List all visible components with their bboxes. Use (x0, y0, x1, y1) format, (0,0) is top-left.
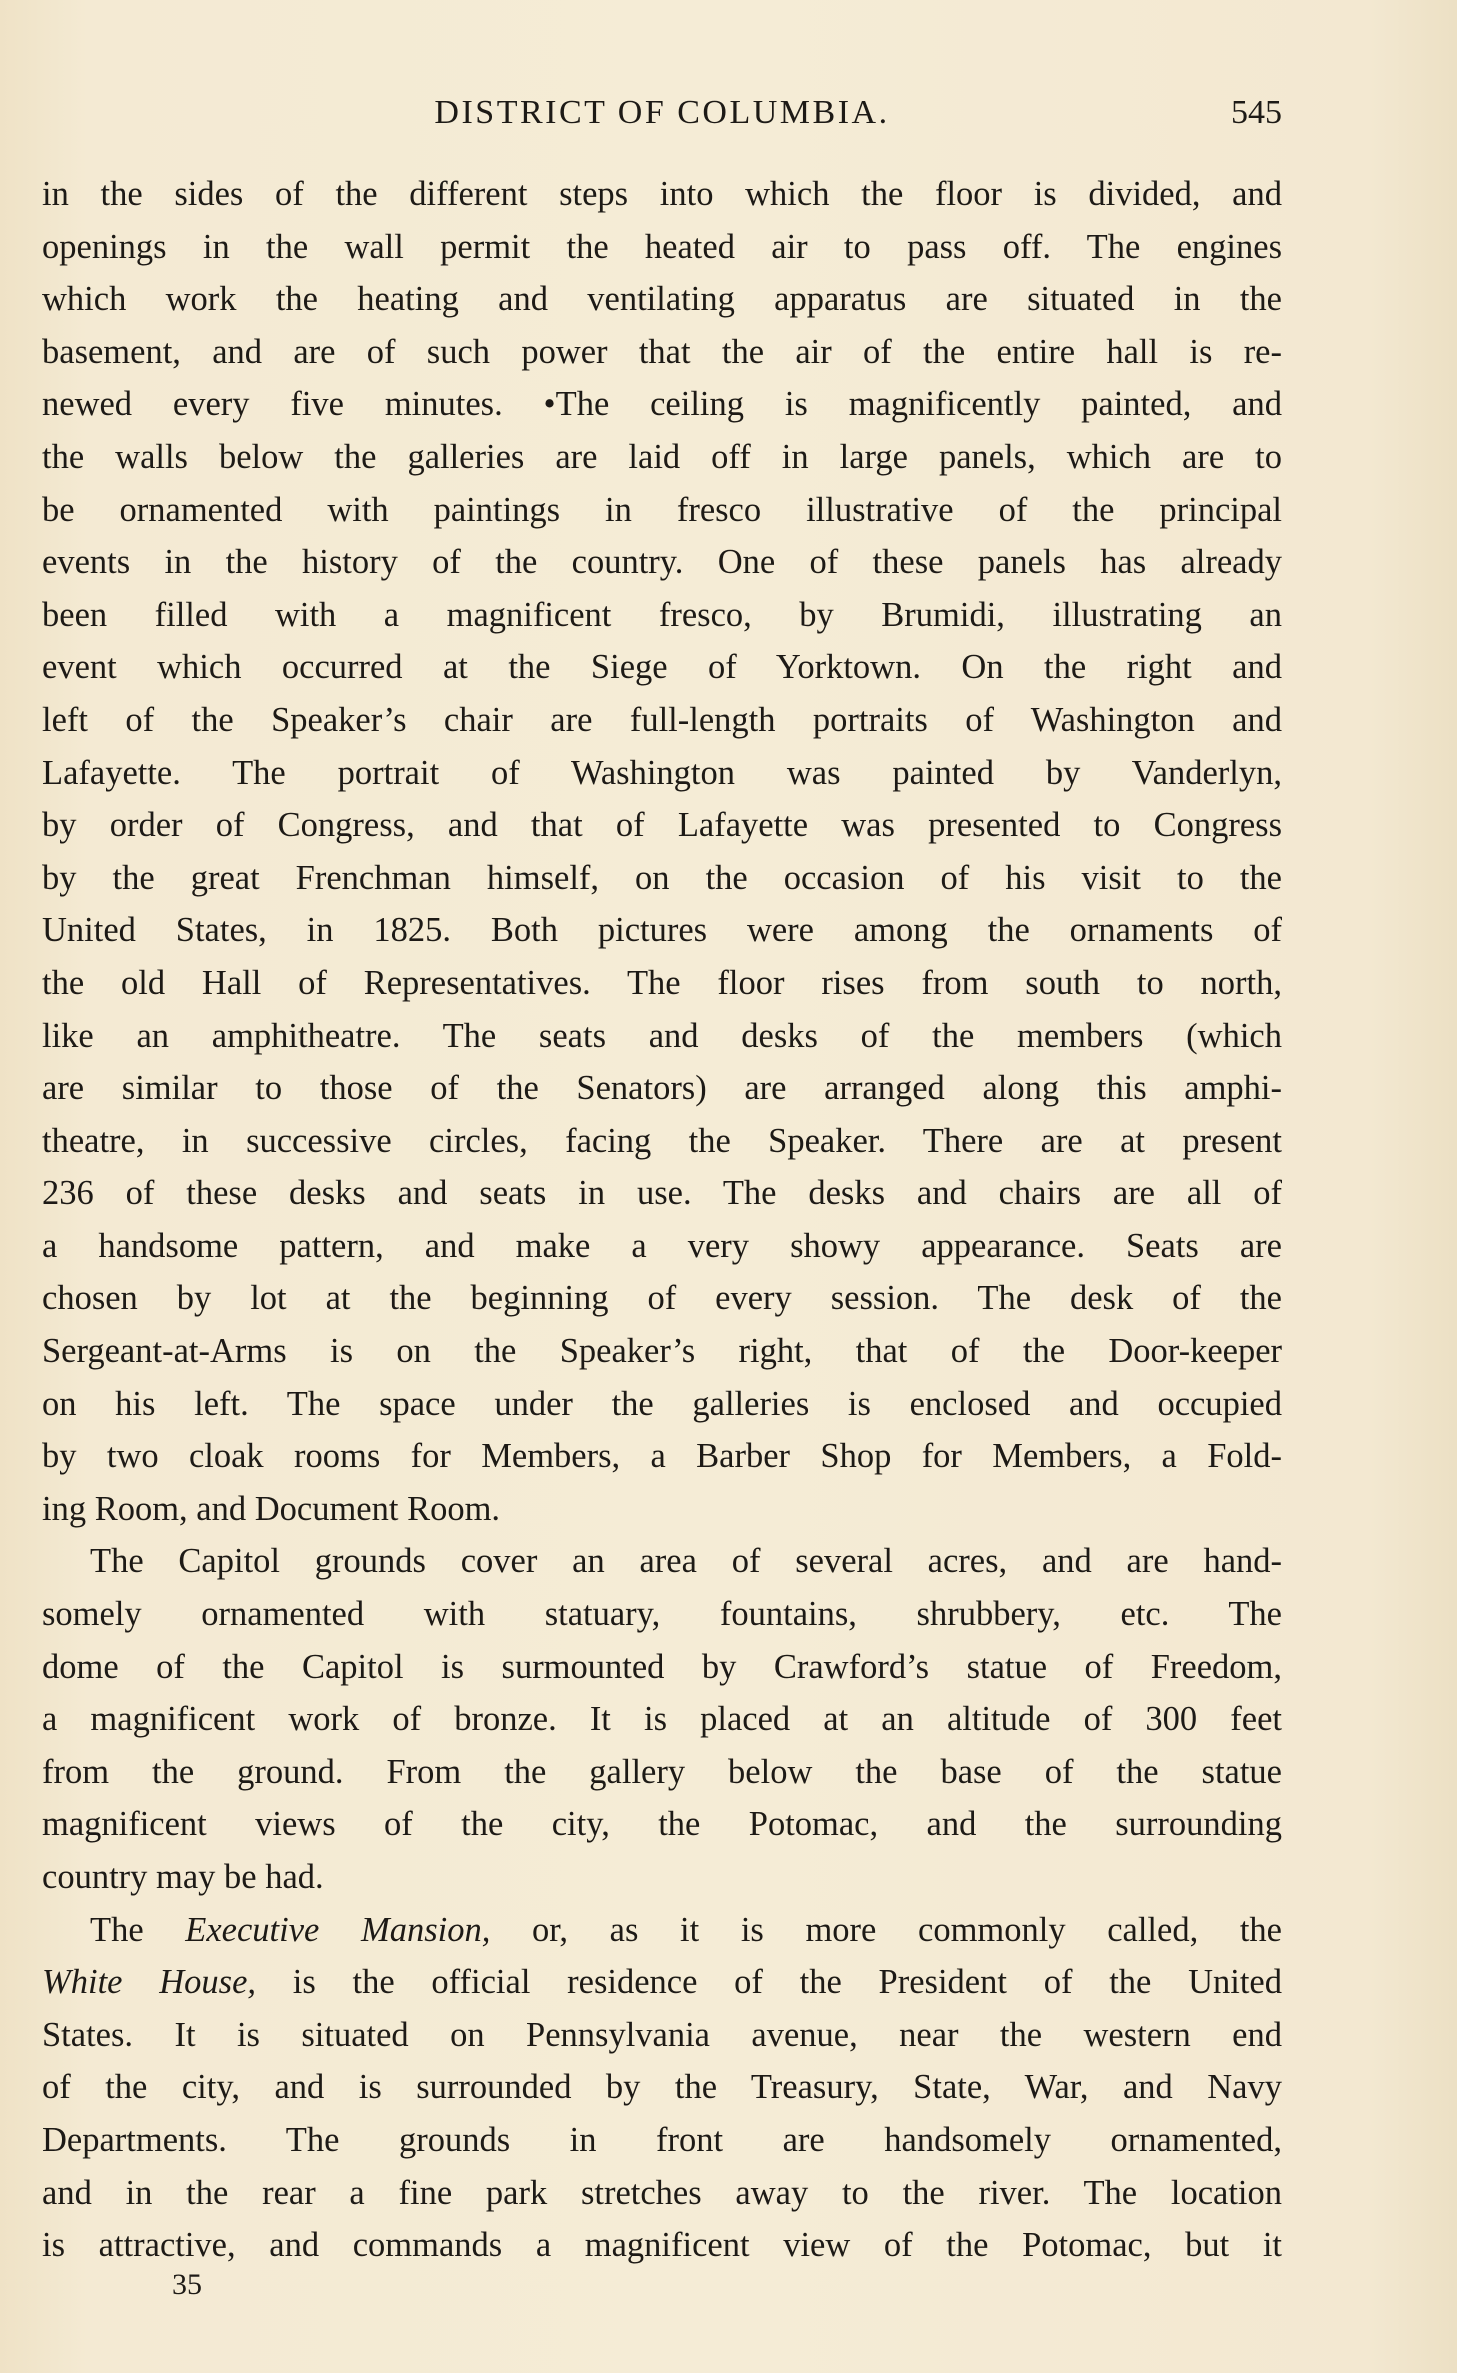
text-line: Lafayette. The portrait of Washington was painted by Vanderlyn, (42, 753, 1282, 792)
page-header (42, 88, 1282, 138)
text-line: by two cloak rooms for Members, a Barber Shop for Members, a Fold- (42, 1437, 1282, 1476)
text-line: left of the Speaker’s chair are full-length portraits of Washington and (42, 700, 1282, 739)
text-line: like an amphitheatre. The seats and desks of the members (which (42, 1016, 1282, 1055)
text-line: a handsome pattern, and make a very showy appearance. Seats are (42, 1226, 1282, 1265)
text-line: of the city, and is surrounded by the Treasury, State, War, and Navy (42, 2068, 1282, 2107)
text-line: States. It is situated on Pennsylvania avenue, near the western end (42, 2015, 1282, 2054)
text-line: a magnificent work of bronze. It is placed at an altitude of 300 feet (42, 1700, 1282, 1739)
text-line: from the ground. From the gallery below the base of the statue (42, 1752, 1282, 1791)
text-line: somely ornamented with statuary, fountains, shrubbery, etc. The (42, 1595, 1282, 1634)
text-line: by order of Congress, and that of Lafayette was presented to Congress (42, 806, 1282, 845)
text-line: theatre, in successive circles, facing the Speaker. There are at present (42, 1121, 1282, 1160)
italic-term-white-house: White House, (42, 1963, 257, 2002)
text-line: in the sides of the different steps into which the floor is divided, and (42, 175, 1282, 213)
text-line: basement, and are of such power that the air of the entire hall is re- (42, 332, 1282, 371)
text-line: be ornamented with paintings in fresco illustrative of the principal (42, 490, 1282, 529)
text-line: and in the rear a fine park stretches away to the river. The location (42, 2173, 1282, 2212)
text-line: ing Room, and Document Room. (42, 1489, 501, 1528)
text-line: event which occurred at the Siege of Yorktown. On the right and (42, 648, 1282, 687)
running-title: DISTRICT OF COLUMBIA. (434, 94, 890, 131)
text-line: country may be had. (42, 1858, 324, 1896)
body-text (42, 168, 1282, 2272)
text-line: the walls below the galleries are laid off in large panels, which are to (42, 437, 1282, 476)
text-line (42, 1956, 1282, 2009)
text-line: are similar to those of the Senators) are arranged along this amphi- (42, 1069, 1282, 1108)
text-line: dome of the Capitol is surmounted by Crawford’s statue of Freedom, (42, 1647, 1282, 1686)
text-line (42, 1904, 1282, 1957)
text-line: chosen by lot at the beginning of every session. The desk of the (42, 1279, 1282, 1318)
text-line: events in the history of the country. One of these panels has already (42, 543, 1282, 582)
text-line: the old Hall of Representatives. The floor rises from south to north, (42, 963, 1282, 1002)
signature-mark: 35 (172, 2268, 202, 2301)
text-line: on his left. The space under the galleries is enclosed and occupied (42, 1384, 1282, 1423)
page-number: 545 (1231, 94, 1282, 131)
text-line: United States, in 1825. Both pictures were among the ornaments of (42, 911, 1282, 950)
text-line: by the great Frenchman himself, on the occasion of his visit to the (42, 858, 1282, 897)
text-line: openings in the wall permit the heated air to pass off. The engines (42, 227, 1282, 266)
text-run: The (90, 1910, 186, 1949)
text-line: which work the heating and ventilating apparatus are situated in the (42, 280, 1282, 319)
text-line: 236 of these desks and seats in use. The desks and chairs are all of (42, 1174, 1282, 1213)
text-line: is attractive, and commands a magnificent view of the Potomac, but it (42, 2226, 1282, 2265)
text-line: The Capitol grounds cover an area of several acres, and are hand- (90, 1542, 1282, 1581)
text-line: Sergeant-at-Arms is on the Speaker’s right, that of the Door-keeper (42, 1332, 1282, 1371)
text-run: or, as it is more commonly called, the (490, 1910, 1282, 1949)
italic-term-executive-mansion: Executive Mansion, (185, 1910, 491, 1949)
text-line: been filled with a magnificent fresco, by Brumidi, illustrating an (42, 595, 1282, 634)
text-run: is the official residence of the President of the United (256, 1963, 1282, 2002)
text-line: magnificent views of the city, the Potomac, and the surrounding (42, 1805, 1282, 1844)
text-line: newed every five minutes. •The ceiling is magnificently painted, and (42, 385, 1282, 424)
text-line: Departments. The grounds in front are handsomely ornamented, (42, 2120, 1282, 2159)
